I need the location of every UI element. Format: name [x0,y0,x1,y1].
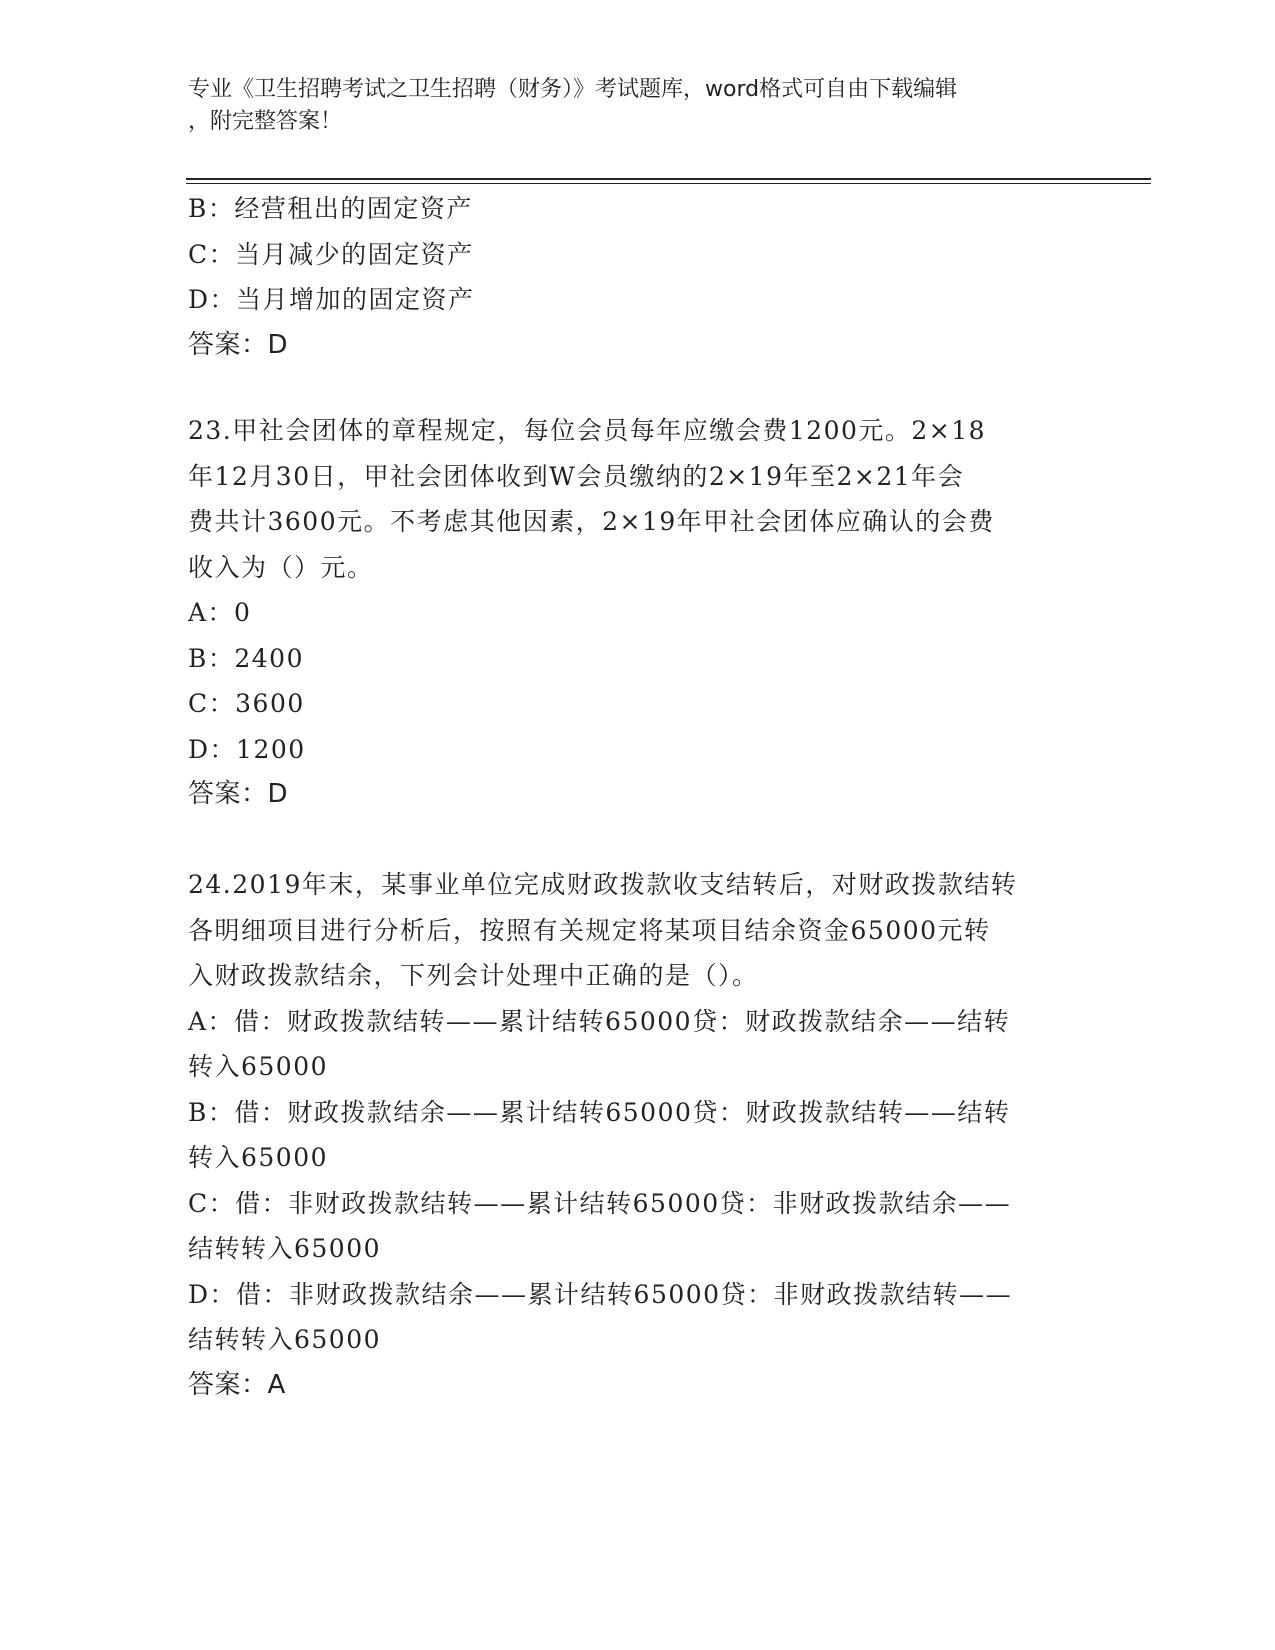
option-d: D：当月增加的固定资产 [188,285,475,314]
option-a: A：0 [188,598,252,627]
option-d-line-1: D：借：非财政拨款结余——累计结转65000贷：非财政拨款结转—— [188,1279,1013,1309]
question-stem-line: 24.2019年末，某事业单位完成财政拨款收支结转后，对财政拨款结转 [188,870,1018,899]
question-22-tail [188,186,1093,368]
header-line-1: 专业《卫生招聘考试之卫生招聘（财务）》考试题库，word格式可自由下载编辑 [188,77,958,102]
question-stem-line: 入财政拨款结余，下列会计处理中正确的是（）。 [188,961,759,990]
option-b-line-1: B：借：财政拨款结余——累计结转65000贷：财政拨款结转——结转 [188,1097,1011,1127]
header-divider-thick [186,178,1151,180]
page-header [188,74,1068,138]
answer: 答案：D [188,329,289,360]
option-c: C：当月减少的固定资产 [188,239,474,269]
option-a-line-1: A：借：财政拨款结转——累计结转65000贷：财政拨款结余——结转 [188,1006,1011,1036]
option-a-line-2: 转入65000 [188,1052,329,1081]
option-c-line-1: C：借：非财政拨款结转——累计结转65000贷：非财政拨款结余—— [188,1188,1012,1218]
answer: 答案：D [188,779,289,809]
header-divider-thin [186,183,1151,184]
option-b-line-2: 转入65000 [188,1143,329,1172]
option-b: B：经营租出的固定资产 [188,194,473,223]
question-stem-line: 各明细项目进行分析后，按照有关规定将某项目结余资金65000元转 [188,915,991,945]
option-c: C：3600 [188,689,305,718]
option-d-line-2: 结转转入65000 [188,1325,382,1354]
answer: 答案：A [188,1369,286,1400]
option-c-line-2: 结转转入65000 [188,1234,382,1263]
question-stem-line: 收入为（）元。 [188,552,374,582]
question-stem-line: 费共计3600元。不考虑其他因素，2×19年甲社会团体应确认的会费 [188,507,995,536]
option-b: B：2400 [188,643,304,673]
question-stem-line: 23.甲社会团体的章程规定，每位会员每年应缴会费1200元。2×18 [188,416,987,445]
header-line-2: ，附完整答案！ [188,109,343,134]
question-24 [188,862,1093,1408]
option-d: D：1200 [188,734,306,764]
question-stem-line: 年12月30日，甲社会团体收到W会员缴纳的2×19年至2×21年会 [188,461,965,491]
question-23 [188,408,1093,818]
